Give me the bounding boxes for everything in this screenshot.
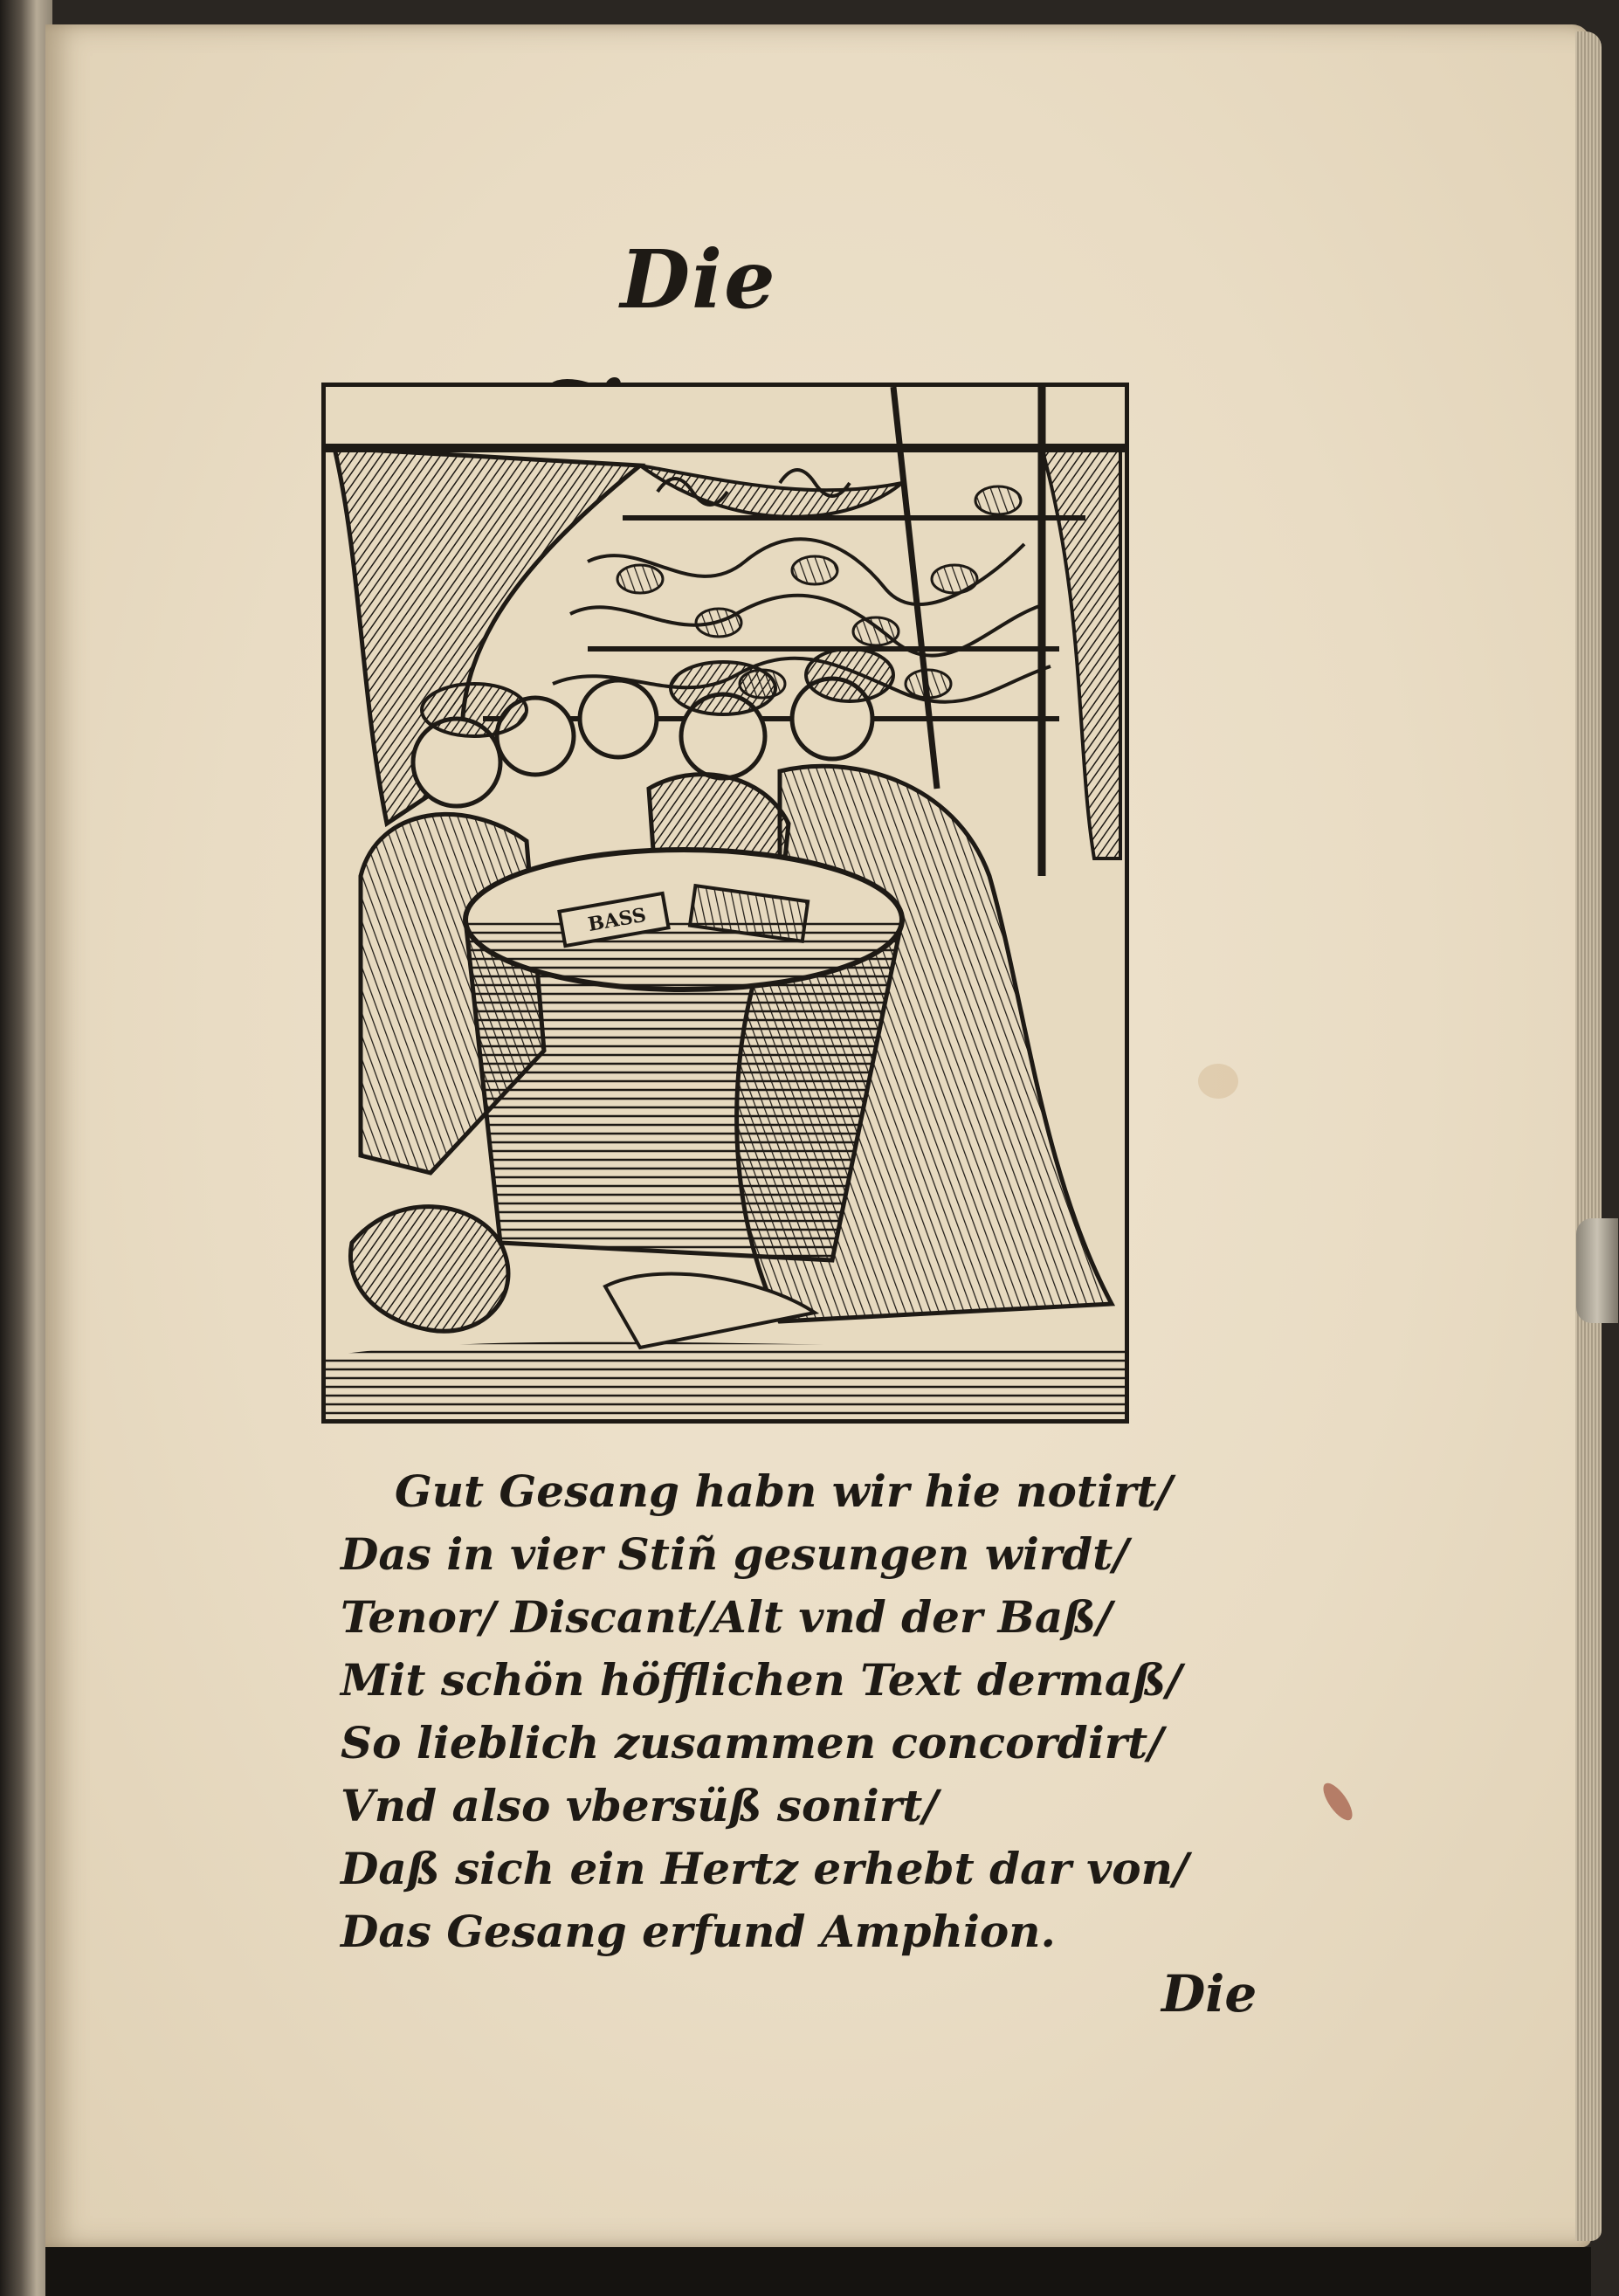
book-binding (0, 0, 52, 2296)
verse-line: Tenor/ Discant/Alt vnd der Baß/ (341, 1591, 1113, 1643)
woodcut-singers-icon (326, 387, 1125, 1419)
paper-stain (1318, 1779, 1357, 1824)
verse-line: Mit schön höfflichen Text dermaß/ (341, 1654, 1182, 1706)
verse-block (341, 1460, 1196, 1963)
verse-line: Das in vier Stiñ gesungen wirdt/ (341, 1528, 1129, 1580)
catchword: Die (1161, 1964, 1257, 2024)
book-inscription: BASS (586, 903, 648, 936)
book-clasp (1576, 1218, 1618, 1323)
page-title: Die (620, 232, 777, 327)
verse-line: So lieblich zusammen concordirt/ (341, 1717, 1164, 1769)
page-fore-edge (1575, 31, 1602, 2241)
verse-line: Gut Gesang habn wir hie notirt/ (395, 1465, 1173, 1517)
verse-line: Vnd also vbersüß sonirt/ (341, 1780, 939, 1831)
verse-line: Das Gesang erfund Amphion. (341, 1906, 1056, 1957)
verse-line: Daß sich ein Hertz erhebt dar von/ (341, 1843, 1189, 1894)
book-bottom-edge (45, 2247, 1591, 2296)
paper-stain (1198, 1064, 1238, 1099)
woodcut-illustration (321, 383, 1129, 1424)
